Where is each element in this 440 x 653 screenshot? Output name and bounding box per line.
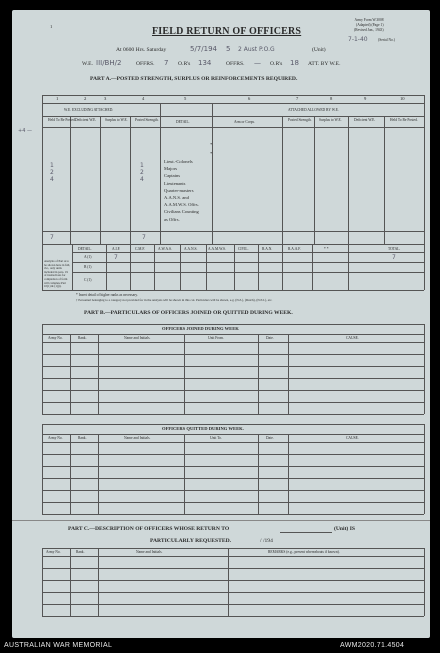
sub-header: Surplus to W.E. bbox=[105, 118, 128, 122]
detail-header: DETAIL. bbox=[176, 120, 190, 124]
part-c-date: / /194 bbox=[260, 538, 273, 544]
analysis-header: * * bbox=[324, 247, 329, 251]
analysis-header: DETAIL. bbox=[78, 247, 92, 251]
quitted-col: Unit To. bbox=[210, 436, 222, 440]
quitted-col: Army No. bbox=[48, 436, 63, 440]
rank-row: as Offrs. bbox=[164, 216, 180, 222]
col-number: 5 bbox=[184, 96, 187, 101]
rank-row: Lieut.-Colonels bbox=[164, 159, 193, 164]
page-number: 1 bbox=[50, 24, 53, 29]
ors-label: O.R's bbox=[178, 61, 191, 67]
report-year: 5 bbox=[226, 45, 231, 53]
total-col1: 7 bbox=[50, 234, 54, 241]
form-ref-line: (Revised Jan., 1943) bbox=[354, 28, 384, 32]
analysis-header: A.I.F. bbox=[112, 247, 121, 251]
part-c-title: PART C.—DESCRIPTION OF OFFICERS WHOSE RETURN TO bbox=[68, 526, 230, 532]
we-value: III/BH/2 bbox=[96, 59, 122, 67]
part-c-col: Rank. bbox=[76, 550, 85, 554]
hand-value: 2 bbox=[50, 169, 54, 177]
col-number: 6 bbox=[248, 96, 251, 101]
unit-name: 2 Aust P.O.G bbox=[238, 46, 275, 53]
analysis-header: R.A.A.F. bbox=[288, 247, 301, 251]
form-title: FIELD RETURN OF OFFICERS bbox=[152, 26, 302, 37]
joined-col: Rank. bbox=[78, 336, 87, 340]
joined-title: OFFICERS JOINED DURING WEEK bbox=[162, 326, 239, 331]
footer-left: AUSTRALIAN WAR MEMORIAL bbox=[4, 642, 113, 649]
col-number: 7 bbox=[296, 96, 299, 101]
we-excluding-header: W.E. EXCLUDING ATTACHED. bbox=[64, 108, 114, 112]
rank-list bbox=[164, 158, 199, 223]
analysis-header: A.A.N.S. bbox=[184, 247, 198, 251]
form-ref-line: Army Form W.3008 bbox=[354, 18, 384, 22]
joined-col: CAUSE. bbox=[346, 336, 359, 340]
col-number: 8 bbox=[330, 96, 333, 101]
joined-col: Name and Initials. bbox=[124, 336, 151, 340]
rank-row: Quarter-masters bbox=[164, 187, 194, 193]
rank-row: A.A.N.S. and bbox=[164, 195, 189, 201]
asterisk-marks: * * bbox=[210, 142, 213, 156]
joined-col: Date. bbox=[266, 336, 274, 340]
rank-row: Lieutenants bbox=[164, 180, 186, 186]
serial-value: 7-1-40 bbox=[348, 36, 368, 43]
offrs-attached-value: — bbox=[254, 59, 261, 67]
quitted-col: Name and Initials. bbox=[124, 436, 151, 440]
col-number: 2 bbox=[84, 96, 87, 101]
analysis-header: TOTAL. bbox=[388, 247, 401, 251]
col-number: 4 bbox=[142, 96, 145, 101]
hand-value: 2 bbox=[140, 169, 144, 177]
sub-header: Deficient W.E. bbox=[354, 118, 376, 122]
part-a-title: PART A.—POSTED STRENGTH, SURPLUS OR REINFORCEMENTS REQUIRED. bbox=[90, 76, 298, 82]
footer-right: AWM2020.71.4504 bbox=[340, 642, 405, 649]
analysis-header: C.M.F. bbox=[135, 247, 145, 251]
col-number: 9 bbox=[364, 96, 367, 101]
att-label: ATT. BY W.E. bbox=[308, 61, 341, 67]
part-c-col: Name and Initials. bbox=[136, 550, 163, 554]
col-number: 10 bbox=[400, 96, 405, 101]
handwritten-col4 bbox=[140, 162, 144, 184]
analysis-row-label: B (1) bbox=[84, 265, 92, 269]
analysis-note: Analysis of Part A to be shown here in full, viz., only units included in para. 19 of instructions for completion of form will complete Part 10(1) & (1)(i). bbox=[44, 259, 71, 289]
part-b-title: PART B.—PARTICULARS OF OFFICERS JOINED OR QUITTED DURING WEEK. bbox=[84, 310, 293, 316]
attached-allowed-header: ATTACHED ALLOWED BY W.E. bbox=[288, 108, 339, 112]
rank-row: Civilians Counting bbox=[164, 209, 199, 215]
sub-header: Posted Strength. bbox=[288, 118, 312, 122]
analysis-header: A.A.M.W.S. bbox=[208, 247, 226, 251]
analysis-header: CIVIL. bbox=[238, 247, 249, 251]
total-col4: 7 bbox=[142, 234, 146, 241]
offrs-attached-label: OFFRS. bbox=[226, 61, 245, 67]
hand-value: 4 bbox=[140, 176, 144, 184]
hand-value: 1 bbox=[140, 162, 144, 169]
joined-col: Unit From. bbox=[208, 336, 224, 340]
sub-header: Held To Be Posted. bbox=[390, 118, 418, 122]
analysis-row-label: A (1) bbox=[84, 255, 92, 259]
hand-value: 4 bbox=[50, 176, 54, 184]
ors-attached-label: O.R's bbox=[270, 61, 283, 67]
sub-header: Posted Strength. bbox=[135, 118, 159, 122]
sub-header: Surplus to W.E. bbox=[319, 118, 342, 122]
ors-value: 134 bbox=[198, 59, 212, 67]
report-date: 5/7/194 bbox=[190, 45, 217, 53]
sub-header: Deficient W.E. bbox=[75, 118, 97, 122]
form-sheet bbox=[12, 10, 430, 638]
part-c-col: REMARKS (e.g., present whereabouts if known). bbox=[268, 550, 340, 554]
form-ref-line: (Adapted) (Page 1) bbox=[356, 23, 384, 27]
footnote: * Insert detail of higher ranks as necessary. bbox=[76, 293, 138, 297]
analysis-aif-value: 7 bbox=[114, 254, 118, 261]
analysis-total-value: 7 bbox=[392, 254, 396, 261]
sub-header: Held To Be Posted. bbox=[48, 118, 76, 122]
serial-label: (Serial No.) bbox=[378, 38, 395, 42]
analysis-header: R.A.N. bbox=[262, 247, 273, 251]
form-reference bbox=[354, 18, 384, 33]
sub-header: Arm or Corps. bbox=[234, 120, 255, 124]
report-time-label: At 0600 Hrs. Saturday bbox=[116, 47, 167, 53]
part-c-unit: (Unit) IS bbox=[334, 526, 355, 532]
col-number: 1 bbox=[56, 96, 59, 101]
rank-row: Captains bbox=[164, 173, 181, 179]
quitted-col: Rank. bbox=[78, 436, 87, 440]
analysis-header: A.W.A.S. bbox=[158, 247, 172, 251]
ors-attached-value: 18 bbox=[290, 59, 299, 67]
hand-value: 1 bbox=[50, 162, 54, 169]
offrs-value: 7 bbox=[164, 59, 169, 67]
part-c-divider bbox=[12, 520, 430, 521]
we-label: W.E. bbox=[82, 61, 93, 67]
part-c-col: Army No. bbox=[46, 550, 61, 554]
analysis-row-label: C (1) bbox=[84, 278, 92, 282]
joined-col: Army No. bbox=[48, 336, 63, 340]
quitted-title: OFFICERS QUITTED DURING WEEK. bbox=[162, 426, 244, 431]
footnote: † Personnel belonging to a category not provided for in the analysis will be shown in this col. Particulars will be shown, e.g. (N.Z.), (Dutch), (N.E.I.), etc. bbox=[76, 298, 273, 302]
quitted-col: Date. bbox=[266, 436, 274, 440]
rank-row: A.A.M.W.S. Offrs. bbox=[164, 202, 199, 208]
offrs-label: OFFRS. bbox=[136, 61, 155, 67]
col-number: 3 bbox=[104, 96, 107, 101]
margin-note: +4 — bbox=[18, 128, 32, 134]
handwritten-col1 bbox=[50, 162, 54, 184]
part-c-requested: PARTICULARLY REQUESTED. bbox=[150, 538, 232, 544]
quitted-col: CAUSE. bbox=[346, 436, 359, 440]
rank-row: Majors bbox=[164, 166, 178, 172]
unit-label: (Unit) bbox=[312, 47, 326, 53]
